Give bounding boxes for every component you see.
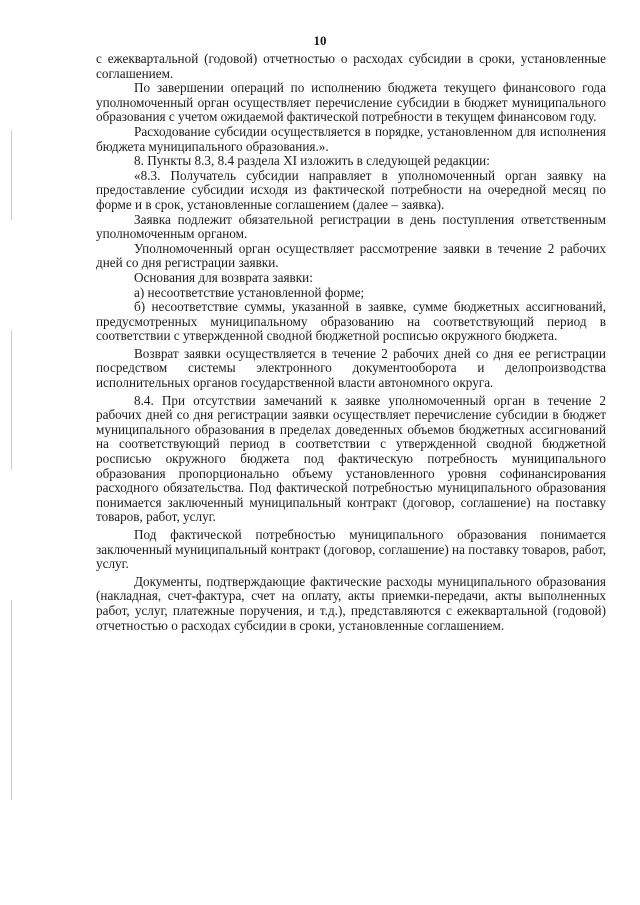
paragraph-amendment-heading: 8. Пункты 8.3, 8.4 раздела XI изложить в следующей редакции: (134, 153, 490, 169)
paragraph: Возврат заявки осуществляется в течение 2 рабочих дней со дня ее регистрации посредством системы электронного документооборота и делопроизводства исполнительных органов государственной власти автономного округа. (96, 345, 606, 391)
document-body (96, 52, 606, 633)
paragraph: Заявка подлежит обязательной регистрации в день поступления ответственным уполномоченным органом. (96, 211, 606, 242)
paragraph-continuation: с ежеквартальной (годовой) отчетностью о расходах субсидии в сроки, установленные соглашением. (96, 51, 606, 81)
scan-margin-line-bottom (11, 600, 12, 800)
paragraph: Документы, подтверждающие фактические расходы муниципального образования (накладная, счет-фактура, счет на оплату, акты приемки-передачи, акты выполненных работ, услуг, платежные поручения, и т.д.), представляются с ежеквартальной (годовой) отчетностью о расходах субсидии в сроки, установленные соглашением. (96, 573, 606, 633)
list-item: а) несоответствие установленной форме; (134, 284, 365, 300)
paragraph-clause-8-3: «8.3. Получатель субсидии направляет в уполномоченный орган заявку на предоставление субсидии исходя из фактической потребности на очередной месяц по форме и в срок, установленные соглашением (далее – заявка). (96, 167, 606, 212)
paragraph: По завершении операций по исполнению бюджета текущего финансового года уполномоченный орган осуществляет перечисление субсидии в бюджет муниципального образования с учетом ожидаемой фактической потребности в текущем финансовом году. (96, 80, 606, 125)
page-number: 10 (313, 33, 327, 48)
paragraph: Расходование субсидии осуществляется в порядке, установленном для исполнения бюджета муниципального образования.». (96, 123, 606, 154)
list-item: б) несоответствие суммы, указанной в заявке, сумме бюджетных ассигнований, предусмотренных муниципальному образованию на соответствующий период в соответствии с утвержденной сводной бюджетной росписью окружного бюджета. (96, 299, 606, 344)
paragraph: Уполномоченный орган осуществляет рассмотрение заявки в течение 2 рабочих дней со дня регистрации заявки. (96, 240, 606, 271)
paragraph: Под фактической потребностью муниципального образования понимается заключенный муниципальный контракт (договор, соглашение) на поставку товаров, работ, услуг. (96, 527, 606, 572)
scan-margin-line-top (11, 130, 12, 220)
paragraph-list-heading: Основания для возврата заявки: (134, 269, 313, 285)
paragraph-clause-8-4: 8.4. При отсутствии замечаний к заявке уполномоченный орган в течение 2 рабочих дней со дня регистрации заявки осуществляет перечисление субсидии в бюджет муниципального образования в пределах доведенных объемов бюджетных ассигнований на соответствующий период в соответствии с утвержденной сводной бюджетной росписью окружного бюджета под фактическую потребность муниципального образования пропорционально объему установленного уровня софинансирования расходного обязательства. Под фактической потребностью муниципального образования понимается заключенный муниципальный контракт (договор, соглашение) на поставку товаров, работ, услуг. (96, 392, 606, 525)
scan-margin-line-middle (11, 330, 12, 470)
